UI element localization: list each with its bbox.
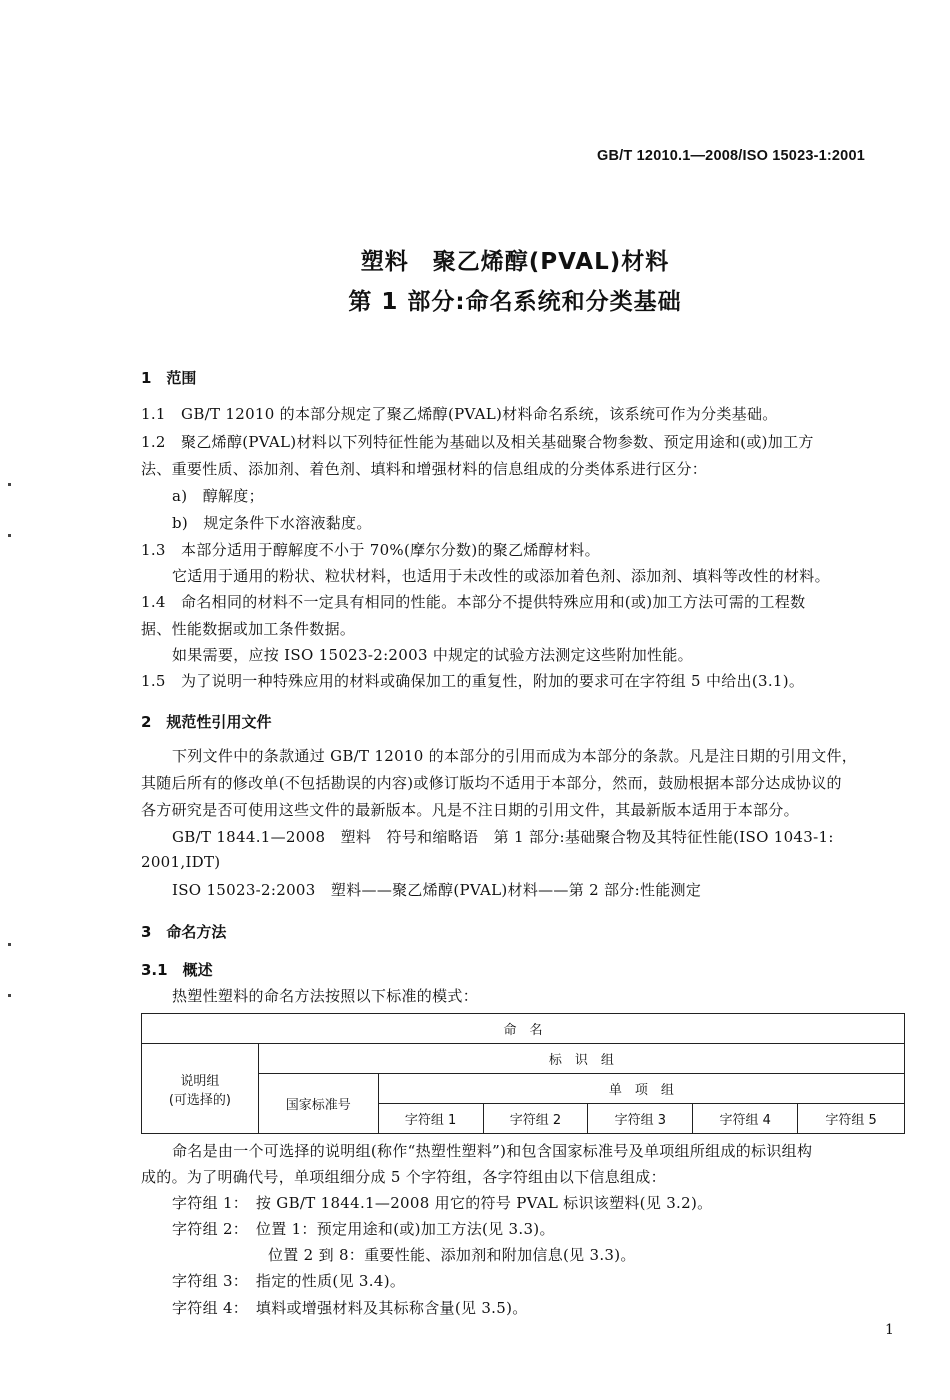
list-item-a: a) 醇解度； xyxy=(172,487,264,505)
table-cell-naming: 命 名 xyxy=(142,1014,905,1044)
para-1-4c: 如果需要，应按 ISO 15023-2:2003 中规定的试验方法测定这些附加性能。 xyxy=(172,646,693,664)
reference-2: ISO 15023-2:2003 塑料——聚乙烯醇(PVAL)材料——第 2 部分:性能测定 xyxy=(172,881,702,899)
section-1-heading: 1 范围 xyxy=(141,369,197,387)
section-3-heading: 3 命名方法 xyxy=(141,923,227,941)
table-cell-single-group: 单 项 组 xyxy=(378,1074,904,1104)
para-1-4a: 1.4 命名相同的材料不一定具有相同的性能。本部分不提供特殊应用和(或)加工方法可需的工程数 xyxy=(141,593,806,611)
para-1-4b: 据、性能数据或加工条件数据。 xyxy=(141,620,356,638)
scan-mark xyxy=(8,534,11,537)
char-group-2-desc: 字符组 2： 位置 1：预定用途和(或)加工方法(见 3.3)。 xyxy=(172,1220,555,1238)
table-cell-char-group-1: 字符组 1 xyxy=(378,1104,483,1134)
list-item-b: b) 规定条件下水溶液黏度。 xyxy=(172,514,372,532)
para-1-3: 1.3 本部分适用于醇解度不小于 70%(摩尔分数)的聚乙烯醇材料。 xyxy=(141,541,600,559)
description-group-label: 说明组 xyxy=(180,1073,220,1089)
para-1-2b: 法、重要性质、添加剂、着色剂、填料和增强材料的信息组成的分类体系进行区分： xyxy=(141,460,708,478)
para-2-line2: 其随后所有的修改单(不包括勘误的内容)或修订版均不适用于本部分，然而，鼓励根据本部分达成协议的 xyxy=(141,774,842,792)
para-1-5: 1.5 为了说明一种特殊应用的材料或确保加工的重复性，附加的要求可在字符组 5 中给出(3.1)。 xyxy=(141,672,805,690)
section-2-heading: 2 规范性引用文件 xyxy=(141,713,272,731)
naming-structure-table xyxy=(141,1013,905,1134)
table-cell-char-group-3: 字符组 3 xyxy=(588,1104,693,1134)
scan-mark xyxy=(8,943,11,946)
table-cell-description-group xyxy=(142,1044,259,1134)
para-1-1: 1.1 GB/T 12010 的本部分规定了聚乙烯醇(PVAL)材料命名系统，该系统可作为分类基础。 xyxy=(141,405,778,423)
page-number: 1 xyxy=(885,1322,894,1338)
after-table-line1: 命名是由一个可选择的说明组(称作“热塑性塑料”)和包含国家标准号及单项组所组成的标识组构 xyxy=(172,1142,813,1160)
document-header: GB/T 12010.1—2008/ISO 15023-1:2001 xyxy=(597,148,865,164)
table-cell-char-group-4: 字符组 4 xyxy=(693,1104,798,1134)
char-group-1-desc: 字符组 1： 按 GB/T 1844.1—2008 用它的符号 PVAL 标识该塑料(见 3.2)。 xyxy=(172,1194,713,1212)
section-3-1-heading: 3.1 概述 xyxy=(141,961,213,979)
scan-mark xyxy=(8,994,11,997)
table-cell-national-standard: 国家标准号 xyxy=(258,1074,378,1134)
para-1-2a: 1.2 聚乙烯醇(PVAL)材料以下列特征性能为基础以及相关基础聚合物参数、预定用途和(或)加工方 xyxy=(141,433,814,451)
title-line-1: 塑料 聚乙烯醇(PVAL)材料 xyxy=(360,249,670,275)
para-2-line3: 各方研究是否可使用这些文件的最新版本。凡是不注日期的引用文件，其最新版本适用于本部分。 xyxy=(141,801,799,819)
title-line-2: 第 1 部分:命名系统和分类基础 xyxy=(348,289,682,315)
table-cell-identity-group: 标 识 组 xyxy=(258,1044,904,1074)
table-cell-char-group-2: 字符组 2 xyxy=(483,1104,588,1134)
para-2-line1: 下列文件中的条款通过 GB/T 12010 的本部分的引用而成为本部分的条款。凡是注日期的引用文件， xyxy=(172,747,858,765)
scan-mark xyxy=(8,483,11,486)
reference-1b: 2001,IDT) xyxy=(141,853,221,871)
after-table-line2: 成的。为了明确代号，单项组细分成 5 个字符组，各字符组由以下信息组成： xyxy=(141,1168,666,1186)
para-1-3b: 它适用于通用的粉状、粒状材料，也适用于未改性的或添加着色剂、添加剂、填料等改性的材料。 xyxy=(172,567,830,585)
reference-1a: GB/T 1844.1—2008 塑料 符号和缩略语 第 1 部分:基础聚合物及其特征性能(ISO 1043-1: xyxy=(172,828,834,846)
table-cell-char-group-5: 字符组 5 xyxy=(798,1104,905,1134)
char-group-4-desc: 字符组 4： 填料或增强材料及其标称含量(见 3.5)。 xyxy=(172,1299,528,1317)
char-group-2-desc-b: 位置 2 到 8：重要性能、添加剂和附加信息(见 3.3)。 xyxy=(268,1246,636,1264)
description-group-optional: (可选择的) xyxy=(168,1092,231,1108)
char-group-3-desc: 字符组 3： 指定的性质(见 3.4)。 xyxy=(172,1272,406,1290)
section-3-1-intro: 热塑性塑料的命名方法按照以下标准的模式： xyxy=(172,987,479,1005)
